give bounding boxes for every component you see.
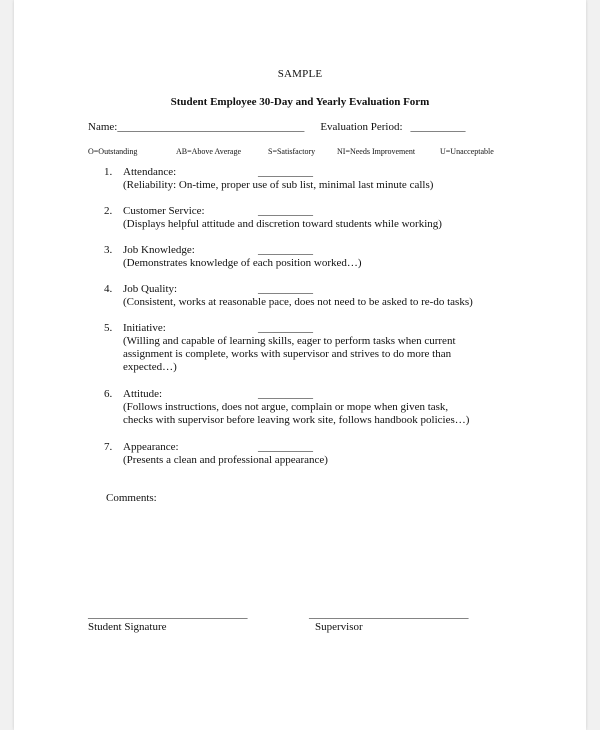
scale-above-average: AB=Above Average bbox=[176, 147, 242, 156]
rating-field[interactable]: __________ bbox=[258, 283, 313, 295]
scale-satisfactory: S=Satisfactory bbox=[268, 147, 316, 156]
student-signature-label: Student Signature bbox=[88, 621, 167, 633]
rating-field[interactable]: __________ bbox=[258, 244, 313, 256]
item-description: (Consistent, works at reasonable pace, does not need to be asked to re-do tasks) bbox=[123, 296, 473, 308]
item-number: 4. bbox=[104, 283, 113, 295]
item-label: Customer Service: bbox=[123, 205, 205, 217]
comments-label: Comments: bbox=[106, 492, 157, 504]
item-label: Job Knowledge: bbox=[123, 244, 195, 256]
form-title: Student Employee 30-Day and Yearly Evaluation Form bbox=[170, 96, 430, 108]
item-number: 5. bbox=[104, 322, 113, 334]
supervisor-signature-line[interactable]: _____________________________ bbox=[309, 608, 469, 620]
scale-unacceptable: U=Unacceptable bbox=[440, 147, 494, 156]
name-label: Name: bbox=[88, 121, 118, 133]
student-signature-line[interactable]: _____________________________ bbox=[88, 608, 248, 620]
item-label: Job Quality: bbox=[123, 283, 178, 295]
name-period-row bbox=[88, 121, 466, 133]
item-label: Initiative: bbox=[123, 322, 166, 334]
sample-heading: SAMPLE bbox=[277, 68, 323, 80]
name-field[interactable]: __________________________________ bbox=[117, 121, 305, 133]
rating-field[interactable]: __________ bbox=[258, 205, 313, 217]
rating-field[interactable]: __________ bbox=[258, 322, 313, 334]
document-page bbox=[14, 0, 586, 730]
item-number: 3. bbox=[104, 244, 113, 256]
evaluation-period-field[interactable]: __________ bbox=[410, 121, 466, 133]
item-number: 7. bbox=[104, 441, 113, 453]
item-description: (Presents a clean and professional appearance) bbox=[123, 454, 328, 466]
item-description: (Reliability: On-time, proper use of sub list, minimal last minute calls) bbox=[123, 179, 434, 191]
evaluation-period-label: Evaluation Period: bbox=[320, 121, 403, 133]
item-number: 6. bbox=[104, 388, 113, 400]
item-number: 2. bbox=[104, 205, 113, 217]
scale-outstanding: O=Outstanding bbox=[88, 147, 138, 156]
item-description: (Willing and capable of learning skills, eager to perform tasks when current assignment is complete, works with supervisor and strives to do more than expected…) bbox=[123, 335, 456, 373]
supervisor-signature-label: Supervisor bbox=[315, 621, 363, 633]
rating-field[interactable]: __________ bbox=[258, 166, 313, 178]
item-description: (Demonstrates knowledge of each position worked…) bbox=[123, 257, 362, 269]
item-label: Attendance: bbox=[123, 166, 177, 178]
item-description: (Displays helpful attitude and discretion toward students while working) bbox=[123, 218, 442, 230]
rating-field[interactable]: __________ bbox=[258, 441, 313, 453]
scale-needs-improvement: NI=Needs Improvement bbox=[337, 147, 416, 156]
rating-field[interactable]: __________ bbox=[258, 388, 313, 400]
item-number: 1. bbox=[104, 166, 113, 178]
item-label: Appearance: bbox=[123, 441, 179, 453]
item-label: Attitude: bbox=[123, 388, 163, 400]
item-description: (Follows instructions, does not argue, complain or mope when given task, checks with supervisor before leaving work site, follows handbook policies…) bbox=[123, 401, 470, 426]
